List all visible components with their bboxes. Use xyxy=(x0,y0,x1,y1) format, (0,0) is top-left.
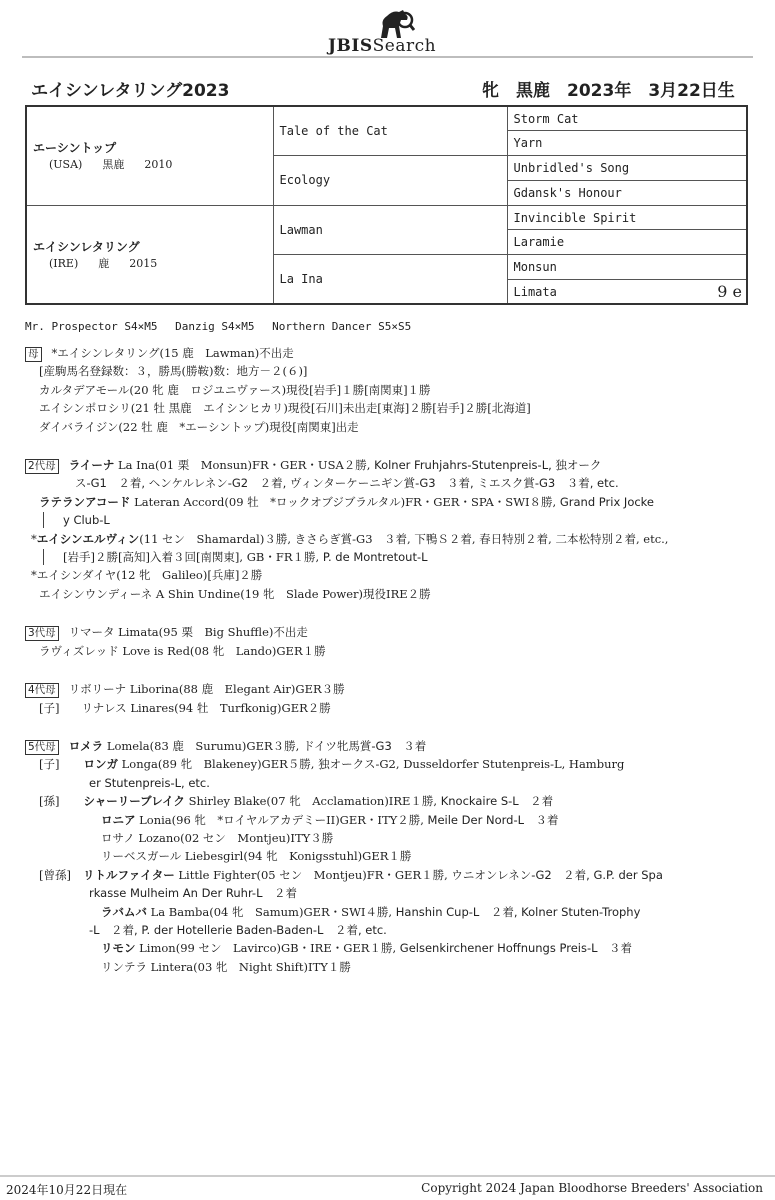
lintera-line[interactable]: リンテラ Lintera(03 牝 Night Shift)ITY１勝 xyxy=(101,959,351,974)
g5-dam-line: 5代母 ロメラ Lomela(83 鹿 Surumu)GER３勝, ドイツ牝馬賞-G3 ３着 xyxy=(25,737,745,755)
family-number: 9 e xyxy=(717,282,742,302)
pedigree-gen3-6[interactable]: Laramie xyxy=(507,230,747,255)
pedigree-gen3-8[interactable]: Limata 9 e xyxy=(507,280,747,305)
dam-foal-1[interactable]: カルタデアモール(20 牝 鹿 ロジユニヴァース)現役[岩手]１勝[南関東]１勝 xyxy=(39,382,431,397)
header-divider xyxy=(22,56,753,58)
sire-cell xyxy=(26,106,273,205)
g4-dam-line: 4代母 リボリーナ Liborina(88 鹿 Elegant Air)GER３勝 xyxy=(25,680,745,698)
pedigree-sire-sire[interactable]: Tale of the Cat xyxy=(273,106,507,156)
pedigree-dam-dam[interactable]: La Ina xyxy=(273,255,507,305)
connector-line xyxy=(43,549,44,565)
family-section xyxy=(25,344,745,976)
jbis-search-logo[interactable] xyxy=(328,8,463,54)
as-of-date: 2024年10月22日現在 xyxy=(6,1183,128,1197)
pedigree-gen3-7[interactable]: Monsun xyxy=(507,255,747,280)
dam-foal-2[interactable]: エイシンポロシリ(21 牡 黒鹿 エイシンヒカリ)現役[石川]未出走[東海]２勝[岩手]２勝[北海道] xyxy=(39,401,531,416)
pedigree-gen3-2[interactable]: Yarn xyxy=(507,131,747,156)
inbreeding-summary: Mr. Prospector S4×M5 Danzig S4×M5 Northern Dancer S5×S5 xyxy=(25,320,412,333)
dam-details: (IRE) 鹿 2015 xyxy=(49,257,158,271)
elvin-line: *エイシンエルヴィン(11 セン Shamardal)３勝, きさらぎ賞-G3 ３着, 下鴨Ｓ２着, 春日特別２着, 二本松特別２着, etc., xyxy=(31,531,669,546)
horse-title: エイシンレタリング2023 xyxy=(31,81,230,101)
g3-dam-line: 3代母 リマータ Limata(95 栗 Big Shuffle)不出走 xyxy=(25,623,745,641)
connector-line xyxy=(43,512,44,528)
pedigree-gen3-5[interactable]: Invincible Spirit xyxy=(507,205,747,230)
g2-tag: 2代母 xyxy=(25,459,59,474)
undine-line[interactable]: エイシンウンディーネ A Shin Undine(19 牝 Slade Power)現役IRE２勝 xyxy=(39,586,431,601)
dam-line: 母 *エイシンレタリング(15 鹿 Lawman)不出走 xyxy=(25,344,745,362)
lozano-line[interactable]: ロサノ Lozano(02 セン Montjeu)ITY３勝 xyxy=(101,830,334,845)
pedigree-sire-dam[interactable]: Ecology xyxy=(273,156,507,206)
g3-tag: 3代母 xyxy=(25,626,59,641)
g2-dam-cont: ス-G1 ２着, ヘンケルレネン-G2 ２着, ヴィンターケーニギン賞-G3 ３着, ミエスク賞-G3 ３着, etc. xyxy=(75,476,619,491)
dam-cell xyxy=(26,205,273,304)
lateran-cont: y Club-L xyxy=(25,511,745,529)
daiya-line[interactable]: *エイシンダイヤ(12 牝 Galileo)[兵庫]２勝 xyxy=(31,568,263,583)
g5-tag: 5代母 xyxy=(25,740,59,755)
dam-foal-3[interactable]: ダイバライジン(22 牡 鹿 *エーシントップ)現役[南関東]出走 xyxy=(39,419,359,434)
liebesgirl-line[interactable]: リーベスガール Liebesgirl(94 牝 Konigsstuhl)GER１勝 xyxy=(101,849,412,864)
g2-dam-name[interactable]: ライーナ xyxy=(68,458,115,473)
footer-divider xyxy=(0,1175,775,1177)
pedigree-dam-sire[interactable]: Lawman xyxy=(273,205,507,255)
little-fighter-cont: rkasse Mulheim An Der Ruhr-L ２着 xyxy=(89,886,297,901)
horse-info: 牝 黒鹿 2023年 3月22日生 xyxy=(482,81,735,101)
pedigree-gen3-3[interactable]: Unbridled's Song xyxy=(507,156,747,181)
la-bamba-cont: -L ２着, P. der Hotellerie Baden-Baden-L ２着, etc. xyxy=(89,922,387,937)
dam-stats: [産駒馬名登録数：３，勝馬(勝鞍)数：地方－２(６)] xyxy=(39,364,308,379)
elvin-cont: [岩手]２勝[高知]入着３回[南関東], GB・FR１勝, P. de Montretout-L xyxy=(25,548,745,566)
g2-dam-line: 2代母 ライーナ La Ina(01 栗 Monsun)FR・GER・USA２勝, Kolner Fruhjahrs-Stutenpreis-L, 独オーク xyxy=(25,456,745,474)
little-fighter-line: [曾孫] リトルファイター Little Fighter(05 セン Montjeu)FR・GER１勝, ウニオンレネン-G2 ２着, G.P. der Spa xyxy=(39,867,663,882)
sire-name[interactable]: エーシントップ xyxy=(33,141,117,156)
longa-line: [子] ロンガ Longa(89 牝 Blakeney)GER５勝, 独オークス-G2, Dusseldorfer Stutenpreis-L, Hamburg xyxy=(39,757,625,772)
pedigree-gen3-1[interactable]: Storm Cat xyxy=(507,106,747,131)
pedigree-table xyxy=(25,105,748,305)
shirley-line: [孫] シャーリーブレイク Shirley Blake(07 牝 Acclamation)IRE１勝, Knockaire S-L ２着 xyxy=(39,794,554,809)
pedigree-gen3-4[interactable]: Gdansk's Honour xyxy=(507,180,747,205)
lonia-line: ロニア Lonia(96 牝 *ロイヤルアカデミーII)GER・ITY２勝, Meile Der Nord-L ３着 xyxy=(101,812,559,827)
g3-foal-line[interactable]: ラヴィズレッド Love is Red(08 牝 Lando)GER１勝 xyxy=(39,643,326,658)
copyright: Copyright 2024 Japan Bloodhorse Breeders' Association xyxy=(421,1181,763,1195)
dam-name[interactable]: エイシンレタリング xyxy=(33,240,140,255)
logo-text: JBISSearch xyxy=(328,36,437,56)
dam-tag: 母 xyxy=(25,347,42,362)
la-bamba-line: ラバムバ La Bamba(04 牝 Samum)GER・SWI４勝, Hanshin Cup-L ２着, Kolner Stuten-Trophy xyxy=(101,904,641,919)
longa-cont: er Stutenpreis-L, etc. xyxy=(89,775,210,790)
lateran-line: ラテランアコード Lateran Accord(09 牡 *ロックオブジブラルタル)FR・GER・SPA・SWI８勝, Grand Prix Jocke xyxy=(39,494,654,509)
g4-tag: 4代母 xyxy=(25,683,59,698)
g4-foal-line: [子] リナレス Linares(94 牡 Turfkonig)GER２勝 xyxy=(39,700,331,715)
sire-details: (USA) 黒鹿 2010 xyxy=(49,158,173,172)
limon-line: リモン Limon(99 セン Lavirco)GB・IRE・GER１勝, Gelsenkirchener Hoffnungs Preis-L ３着 xyxy=(101,941,633,956)
